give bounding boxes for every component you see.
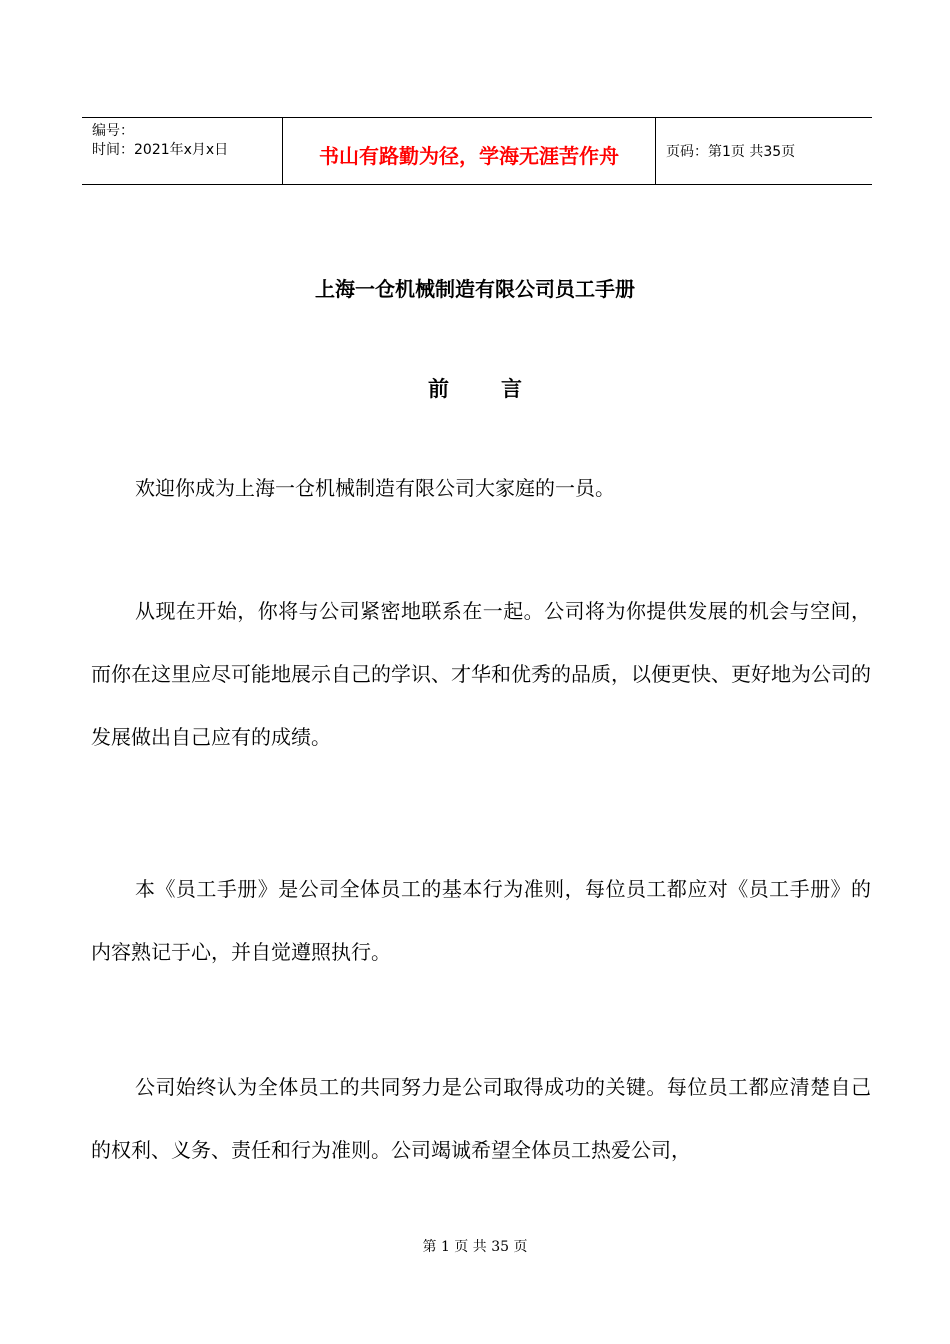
header-page-cell: [656, 118, 872, 184]
header-meta-cell: [82, 118, 283, 184]
paragraph-1: 欢迎你成为上海一仓机械制造有限公司大家庭的一员。: [135, 476, 615, 500]
page-footer: 第 1 页 共 35 页: [422, 1239, 528, 1255]
paragraph-3: 本《员工手册》是公司全体员工的基本行为准则，每位员工都应对《员工手册》的内容熟记于心，并自觉遵照执行。: [91, 877, 871, 964]
header-table: [82, 117, 872, 185]
document-title: 上海一仓机械制造有限公司员工手册: [315, 277, 635, 301]
paragraph-2: 从现在开始，你将与公司紧密地联系在一起。公司将为你提供发展的机会与空间，而你在这里应尽可能地展示自己的学识、才华和优秀的品质，以便更快、更好地为公司的发展做出自己应有的成绩。: [91, 599, 871, 749]
number-label: 编号：: [92, 123, 134, 139]
date-label: 时间：2021年x月x日: [92, 142, 229, 158]
paragraph-4: 公司始终认为全体员工的共同努力是公司取得成功的关键。每位员工都应清楚自己的权利、义务、责任和行为准则。公司竭诚希望全体员工热爱公司，: [91, 1075, 871, 1162]
header-motto-cell: [283, 118, 656, 184]
page-info: 页码：第1页 共35页: [666, 144, 796, 160]
motto-text: 书山有路勤为径，学海无涯苦作舟: [319, 143, 619, 168]
section-title: 前言: [428, 377, 574, 401]
